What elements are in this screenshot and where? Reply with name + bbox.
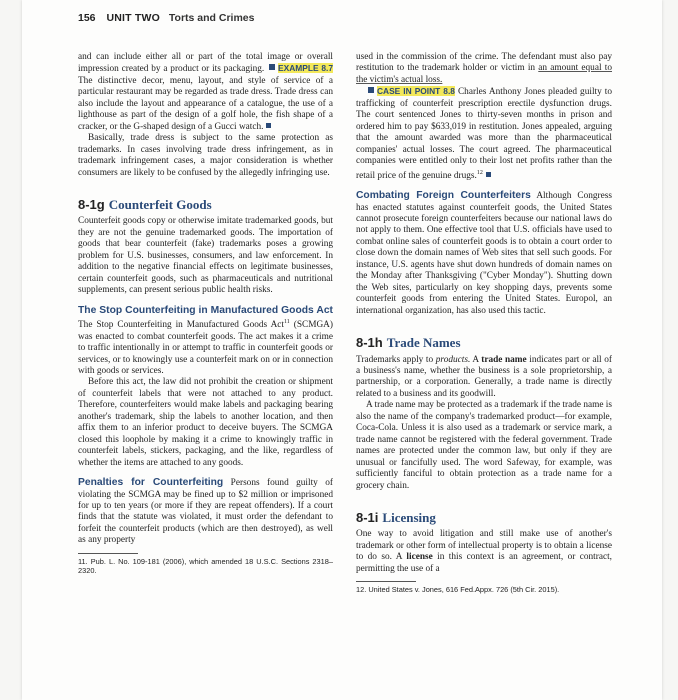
key-term: license [406,552,433,563]
paragraph: CASE IN POINT 8.8 Charles Anthony Jones pleaded guilty to trafficking of counterfeit prescription erectile dysfunction drugs. The court sentenced Jones to thirty-seven months in prison and ordered him to pay $633,019 in restitution. Jones appealed, arguing that the amount awarded was more than the pharmaceutical companies' actual losses. The court agreed. The pharmaceutical companies were entitled only to their lost net profits rather than the retail price of the genuine drugs.$^{12}$ [356,86,613,181]
paragraph: and can include either all or part of the total image or overall impression created by a product or its packaging. EXAMPLE 8.7 The distinctive decor, menu, layout, and style of service of a particular restaurant may be regarded as trade dress. Trade dress can also include the layout and appearance of a catalogue, the use of a lighthouse as part of the design of a golf hole, the fish shape of a cracker, or the G-shaped design of a Gucci watch. [78,52,333,132]
paragraph: Before this act, the law did not prohibit the creation or shipment of counterfeit labels that were not attached to any product. Therefore, counterfeiters would make labels and packaging bearing another's trademark, ship the labels to another location, and then affix them to an inferior product to deceive buyers. The SCMGA closed this loophole by making it a crime to knowingly traffic in counterfeit labels, stickers, packaging, and the like, regardless of whether the items are attached to any goods. [78,377,333,468]
case-text: Charles Anthony Jones pleaded guilty to trafficking of counterfeit prescription erectile dysfunction drugs. The court sentenced Jones to thirty-seven months in prison and ordered him to pay $633,019 in restitution. Jones appealed, arguing that the amount awarded was more than the pharmaceutical companies' actual losses. The court agreed. The pharmaceutical companies were entitled only to their lost net profits rather than the retail price of the genuine drugs. [356,87,613,181]
unit-label: UNIT TWO [106,12,160,24]
footnote-divider [356,581,416,582]
left-column [78,52,333,575]
page-number: 156 [78,12,96,24]
textbook-page [22,0,662,700]
paragraph: Counterfeit goods copy or otherwise imitate trademarked goods, but they are not the genuine trademarked goods. The importation of goods that bear counterfeit (fake) trademarks poses a growing problem for U.S. businesses, consumers, and law enforcement. In addition to the negative financial effects on legitimate businesses, certain counterfeit goods, such as pharmaceuticals and nutritional supplements, can present serious public health risks. [78,216,333,296]
square-bullet-icon [269,64,275,70]
chapter-title: Torts and Crimes [168,12,255,24]
paragraph: One way to avoid litigation and still make use of another's trademark or other form of intellectual property is to obtain a license to do so. A license in this context is an agreement, or contract, permitting the use of a [356,529,612,574]
right-column [356,52,612,594]
example-tag: EXAMPLE 8.7 [267,63,333,73]
running-header [78,12,638,30]
footnote: 11. Pub. L. No. 109-181 (2006), which amended 18 U.S.C. Sections 2318–2320. [78,556,333,575]
subsection-heading: Combating Foreign Counterfeiters [356,190,531,202]
key-term: trade name [481,354,527,365]
paragraph: The Stop Counterfeiting in Manufactured Goods Act The Stop Counterfeiting in Manufactured Goods Act$^{11}$ (SCMGA) was enacted to combat counterfeit goods. The act makes it a crime to traffic intentionally in or attempt to traffic in counterfeit goods or services, or to knowingly use a counterfeit mark on or in connection with goods or services. [78,304,333,376]
square-bullet-icon [368,87,374,93]
end-square-icon [266,123,271,128]
footnote: 12. United States v. Jones, 616 Fed.Appx. 726 (5th Cir. 2015). [356,585,560,595]
paragraph: Penalties for Counterfeiting Persons found guilty of violating the SCMGA may be fined up to $2 million or imprisoned for up to ten years (or more if they are repeat offenders). If a court finds that the statute was violated, it must order the defendant to forfeit the counterfeit products (which are then destroyed), as well as any property [78,477,334,546]
end-square-icon [486,172,491,177]
example-text: The distinctive decor, menu, layout, and style of service of a particular restaurant may be regarded as trade dress. Trade dress can also include the layout and appearance of a catalogue, the use of a lighthouse as part of the design of a golf hole, the fish shape of a cracker, or the G-shaped design of a Gucci watch. [78,75,333,132]
section-heading: 8-1i Licensing [356,509,436,525]
paragraph: Combating Foreign Counterfeiters Although Congress has enacted statutes against counterfeit goods, the United States cannot prosecute foreign counterfeiters because our national laws do not apply to them. One effective tool that U.S. officials have used to combat online sales of counterfeit goods is to obtain a court order to close down the domain names of Web sites that sell such goods. For instance, U.S. agents have shut down hundreds of domain names on the Monday after Thanksgiving ("Cyber Monday"). Shutting down the Web sites, particularly on key shopping days, prevents some counterfeit goods from entering the United States. Europol, an international organization, has also used this tactic. [356,190,612,316]
paragraph: A trade name may be protected as a trademark if the trade name is also the name of the company's trademarked product—for example, Coca-Cola. Unless it is also used as a trademark or service mark, a trade name cannot be registered with the federal government. Trade names are protected under the common law, but only if they are unusual or fancifully used. The word Safeway, for example, was sufficiently fanciful to obtain protection as a trade name for a grocery chain. [356,400,612,491]
footnote-divider [78,553,138,554]
subsection-heading: Penalties for Counterfeiting [78,477,224,489]
underlined-text: an amount equal to the victim's actual loss. [356,63,612,85]
section-heading: 8-1g Counterfeit Goods [78,196,212,212]
section-heading: 8-1h Trade Names [356,335,461,351]
paragraph: Trademarks apply to products. A trade name indicates part or all of a business's name, whether the business is a sole proprietorship, a partnership, or a corporation. Generally, a trade name is directly related to a business and its goodwill. [356,354,612,399]
paragraph: used in the commission of the crime. The defendant must also pay restitution to the trademark holder or victim in an amount equal to the victim's actual loss. [356,52,612,85]
subsection-heading: The Stop Counterfeiting in Manufactured Goods Act [78,304,333,316]
paragraph: Basically, trade dress is subject to the same protection as trademarks. In cases involving trade dress infringement, as in trademark infringement cases, a major consideration is whether consumers are likely to be confused by the allegedly infringing use. [78,133,333,178]
case-tag: CASE IN POINT 8.8 [366,86,455,96]
